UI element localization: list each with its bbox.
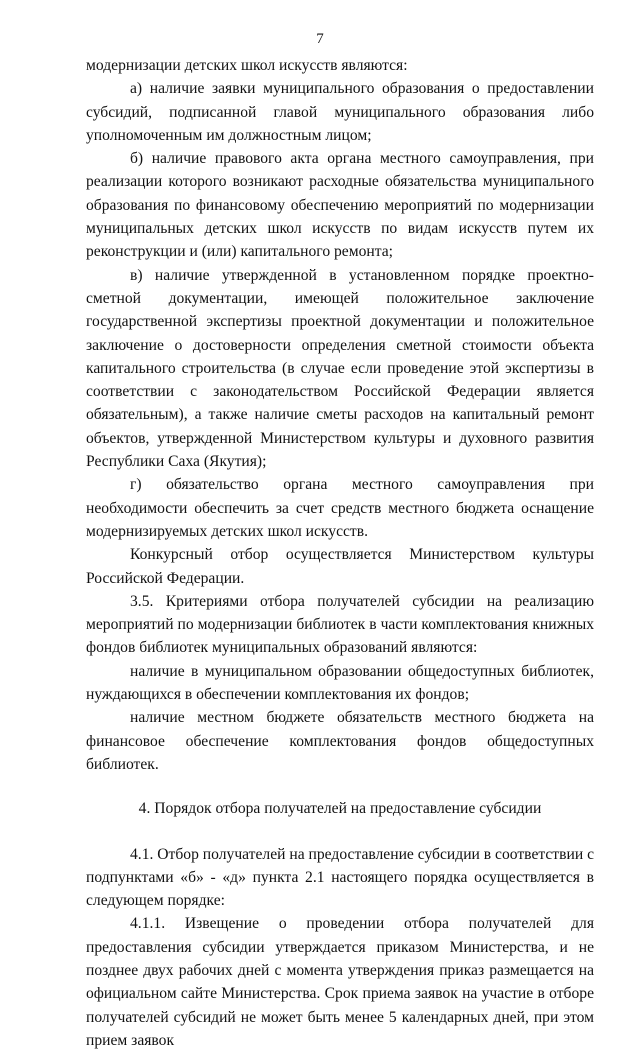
paragraph-item-g: г) обязательство органа местного самоуправления при необходимости обеспечить за счет средств местного бюджета оснащение модернизируемых детских школ искусств. [86,476,594,540]
paragraph-item-b: б) наличие правового акта органа местного самоуправления, при реализации которого возникают расходные обязательства муниципального образования по финансовому обеспечению мероприятий по модернизации муниципальных детских школ искусств по видам искусств путем их реконструкции и (или) капитального ремонта; [86,150,594,261]
paragraph-item-v: в) наличие утвержденной в установленном порядке проектно-сметной документации, имеющей положительное заключение государственной экспертизы проектной документации и положительное заключение о достоверности определения сметной стоимости объекта капитального строительства (в случае если проведение этой экспертизы в соответствии с законодательством Российской Федерации является обязательным), а также наличие сметы расходов на капитальный ремонт объектов, утвержденной Министерством культуры и духовного развития Республики Саха (Якутия); [86,266,594,471]
paragraph-item-a: а) наличие заявки муниципального образования о предоставлении субсидий, подписанной главой муниципального образования либо уполномоченным им должностным лицом; [86,80,594,144]
document-body [86,54,594,1052]
paragraph-4-1: 4.1. Отбор получателей на предоставление субсидии в соответствии с подпунктами «б» - «д» пункта 2.1 настоящего порядка осуществляется в следующем порядке: [86,845,594,910]
paragraph-continuation: модернизации детских школ искусств являются: [86,57,408,74]
paragraph-competitive-selection: Конкурсный отбор осуществляется Министерством культуры Российской Федерации. [86,546,594,587]
paragraph-local-budget: наличие местном бюджете обязательств местного бюджета на финансовое обеспечение комплектования фондов общедоступных библиотек. [86,709,594,773]
paragraph-libraries-need: наличие в муниципальном образовании общедоступных библиотек, нуждающихся в обеспечении комплектования их фондов; [86,662,594,704]
section-heading: 4. Порядок отбора получателей на предоставление субсидии [138,800,542,818]
paragraph-4-1-1: 4.1.1. Извещение о проведении отбора получателей для предоставления субсидии утверждается приказом Министерства, и не позднее двух рабочих дней с момента утверждения приказ размещается на официальном сайте Министерства. Срок приема заявок на участие в отборе получателей субсидий не может быть менее 5 календарных дней, при этом прием заявок [86,915,594,1049]
page-number: 7 [316,31,324,47]
paragraph-3-5: 3.5. Критериями отбора получателей субсидии на реализацию мероприятий по модернизации библиотек в части комплектования книжных фондов библиотек муниципальных образований являются: [86,592,594,657]
